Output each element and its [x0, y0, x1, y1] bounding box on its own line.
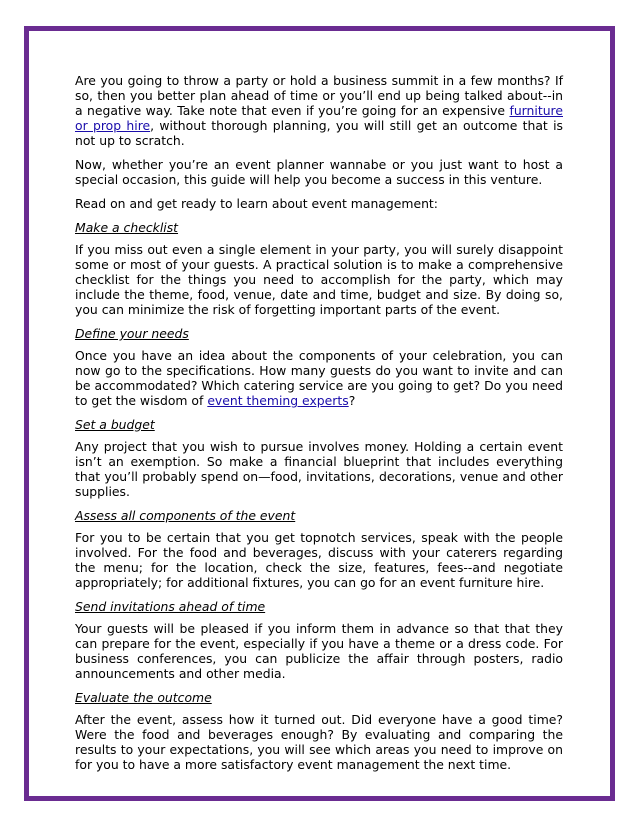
heading-make-checklist: Make a checklist	[75, 220, 179, 235]
event-theming-experts-link[interactable]: event theming experts	[207, 393, 349, 408]
paragraph-assess-components: For you to be certain that you get topnotch services, speak with the people involved. For the food and beverages, discuss with your caterers regarding the menu; for the location, check the size, features, fees--and negotiate appropriately; for additional fixtures, you can go for an event furniture hire.	[75, 530, 563, 590]
furniture-prop-hire-link[interactable]: furniture or prop hire	[75, 103, 563, 133]
paragraph-send-invitations: Your guests will be pleased if you inform them in advance so that that they can prepare for the event, especially if you have a theme or a dress code. For business conferences, you can publicize the affair through posters, radio announcements and other media.	[75, 621, 563, 681]
paragraph-set-budget: Any project that you wish to pursue involves money. Holding a certain event isn’t an exemption. So make a financial blueprint that includes everything that you’ll probably spend on—food, invitations, decorations, venue and other supplies.	[75, 439, 563, 499]
heading-evaluate-outcome: Evaluate the outcome	[75, 690, 212, 705]
intro-paragraph-3: Read on and get ready to learn about event management:	[75, 196, 438, 211]
paragraph-define-needs: Once you have an idea about the components of your celebration, you can now go to the specifications. How many guests do you want to invite and can be accommodated? Which catering service are you going to get? Do you need to get the wisdom of event theming experts?	[75, 348, 563, 408]
heading-send-invitations: Send invitations ahead of time	[75, 599, 266, 614]
paragraph-make-checklist: If you miss out even a single element in your party, you will surely disappoint some or most of your guests. A practical solution is to make a comprehensive checklist for the things you need to accomplish for the party, which may include the theme, food, venue, date and time, budget and size. By doing so, you can minimize the risk of forgetting important parts of the event.	[75, 242, 563, 317]
intro-paragraph-1: Are you going to throw a party or hold a business summit in a few months? If so, then you better plan ahead of time or you’ll end up being talked about--in a negative way. Take note that even if you’re going for an expensive furniture or prop hire, without thorough planning, you will still get an outcome that is not up to scratch.	[75, 73, 563, 148]
intro-paragraph-2: Now, whether you’re an event planner wannabe or you just want to host a special occasion, this guide will help you become a success in this venture.	[75, 157, 563, 187]
paragraph-evaluate-outcome: After the event, assess how it turned out. Did everyone have a good time? Were the food and beverages enough? By evaluating and comparing the results to your expectations, you will see which areas you need to improve on for you to have a more satisfactory event management the next time.	[75, 712, 563, 772]
heading-assess-components: Assess all components of the event	[75, 508, 296, 523]
heading-set-budget: Set a budget	[75, 417, 155, 432]
article-body	[75, 73, 563, 781]
heading-define-needs: Define your needs	[75, 326, 189, 341]
